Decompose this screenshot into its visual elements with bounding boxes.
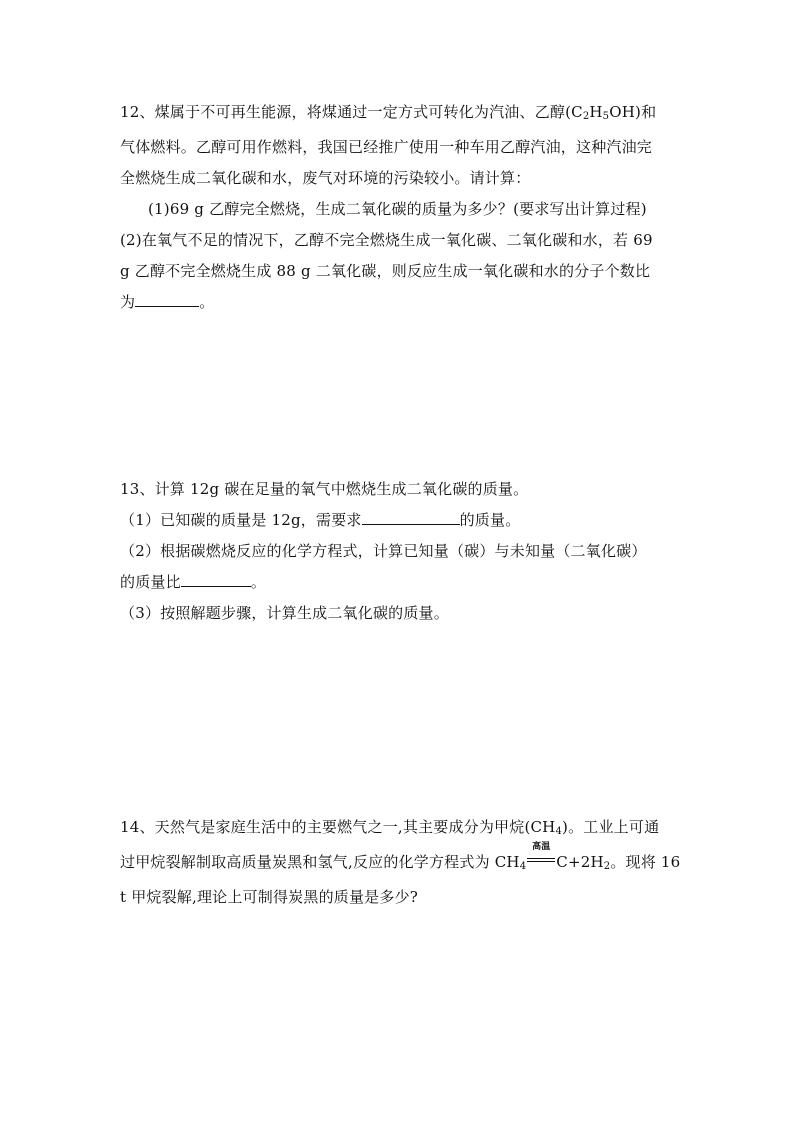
answer-blank[interactable] bbox=[362, 507, 460, 525]
q12-part-2-line-3: 为 。 bbox=[120, 287, 680, 318]
q14-line-2: 过甲烷裂解制取高质量炭黑和氢气,反应的化学方程式为 $CH_4$ 高温 $C+2H_2$。现将 16 bbox=[120, 842, 681, 872]
question-12 bbox=[120, 97, 680, 318]
reaction-arrow bbox=[527, 842, 555, 865]
answer-blank[interactable] bbox=[181, 569, 251, 587]
q13-line-1: 13、计算 12g 碳在足量的氧气中燃烧生成二氧化碳的质量。 bbox=[120, 480, 529, 498]
q12-part-1: (1)69 g 乙醇完全燃烧，生成二氧化碳的质量为多少？(要求写出计算过程) bbox=[148, 200, 647, 218]
q12-line-3: 全燃烧生成二氧化碳和水，废气对环境的污染较小。请计算： bbox=[120, 169, 531, 187]
q12-line-2: 气体燃料。乙醇可用作燃料，我国已经推广使用一种车用乙醇汽油，这种汽油完 bbox=[120, 138, 653, 156]
question-14 bbox=[120, 812, 680, 913]
answer-blank[interactable] bbox=[135, 289, 199, 307]
q14-line-3: t 甲烷裂解,理论上可制得炭黑的质量是多少? bbox=[120, 888, 419, 906]
q13-part-1: （1）已知碳的质量是 12g，需要求 的质量。 bbox=[120, 505, 680, 536]
q13-part-2-line-1: （2）根据碳燃烧反应的化学方程式，计算已知量（碳）与未知量（二氧化碳） bbox=[120, 542, 647, 560]
q12-line-1: 12、煤属于不可再生能源，将煤通过一定方式可转化为汽油、乙醇$(C_2H_5OH)$和 bbox=[120, 103, 657, 122]
q14-line-1: 14、天然气是家庭生活中的主要燃气之一,其主要成分为甲烷$(CH_4)$。工业上可通 bbox=[120, 818, 660, 837]
q13-part-2-line-2: 的质量比 。 bbox=[120, 567, 680, 598]
question-13 bbox=[120, 474, 680, 629]
q12-part-2-line-2: g 乙醇不完全燃烧生成 88 g 二氧化碳，则反应生成一氧化碳和水的分子个数比 bbox=[120, 262, 651, 280]
q13-part-3: （3）按照解题步骤，计算生成二氧化碳的质量。 bbox=[120, 604, 449, 622]
reaction-condition: 高温 bbox=[532, 842, 551, 852]
q12-part-2-line-1: (2)在氧气不足的情况下，乙醇不完全燃烧生成一氧化碳、二氧化碳和水，若 69 bbox=[120, 231, 653, 249]
